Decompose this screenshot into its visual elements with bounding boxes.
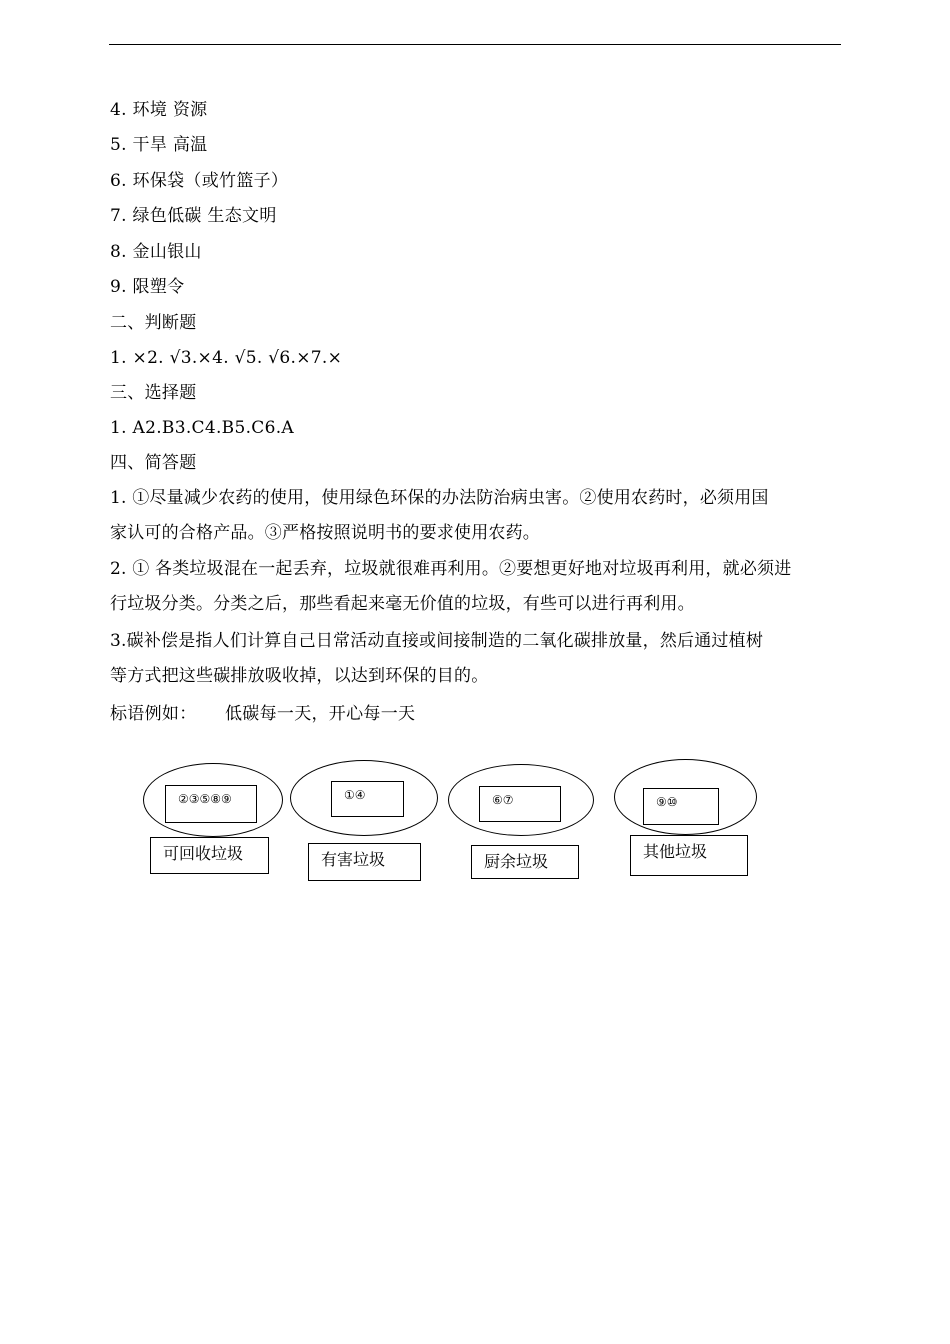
blank-answer-7: 7. 绿色低碳 生态文明 [110, 206, 277, 226]
bin-items-kitchen: ⑥⑦ [479, 786, 561, 822]
section-title-judgement: 二、判断题 [110, 313, 197, 333]
bin-items-recyclable: ②③⑤⑧⑨ [165, 785, 257, 823]
slogan-label: 标语例如： [110, 704, 197, 724]
blank-answer-9: 9. 限塑令 [110, 277, 185, 297]
blank-answer-6: 6. 环保袋（或竹篮子） [110, 171, 289, 191]
short-answer-1-line1: 1. ①尽量减少农药的使用，使用绿色环保的办法防治病虫害。②使用农药时，必须用国 [110, 488, 769, 508]
short-answer-3-line1: 3.碳补偿是指人们计算自己日常活动直接或间接制造的二氧化碳排放量，然后通过植树 [110, 631, 764, 651]
section-title-short-answer: 四、简答题 [110, 453, 197, 473]
choice-answers: 1. A2.B3.C4.B5.C6.A [110, 418, 294, 438]
short-answer-2-line2: 行垃圾分类。分类之后，那些看起来毫无价值的垃圾，有些可以进行再利用。 [110, 594, 695, 614]
short-answer-2 [110, 552, 845, 622]
bin-label-hazardous: 有害垃圾 [308, 843, 421, 881]
slogan-text: 低碳每一天，开心每一天 [225, 704, 416, 724]
short-answer-3 [110, 624, 845, 694]
section-title-choice: 三、选择题 [110, 383, 197, 403]
short-answer-1-line2: 家认可的合格产品。③严格按照说明书的要求使用农药。 [110, 523, 540, 543]
blank-answer-8: 8. 金山银山 [110, 242, 202, 262]
bin-items-hazardous: ①④ [331, 781, 404, 817]
short-answer-3-line2: 等方式把这些碳排放吸收掉，以达到环保的目的。 [110, 666, 489, 686]
judgement-answers: 1. ×2. √3.×4. √5. √6.×7.× [110, 348, 343, 368]
bin-label-kitchen: 厨余垃圾 [471, 845, 579, 879]
bin-label-other: 其他垃圾 [630, 835, 748, 876]
slogan [110, 702, 415, 726]
blank-answer-4: 4. 环境 资源 [110, 100, 208, 120]
bin-items-other: ⑨⑩ [643, 788, 719, 825]
bin-label-recyclable: 可回收垃圾 [150, 837, 269, 874]
short-answer-2-line1: 2. ① 各类垃圾混在一起丢弃，垃圾就很难再利用。②要想更好地对垃圾再利用，就必须进 [110, 559, 792, 579]
short-answer-1 [110, 481, 845, 551]
header-rule [109, 44, 841, 45]
blank-answer-5: 5. 干旱 高温 [110, 135, 208, 155]
